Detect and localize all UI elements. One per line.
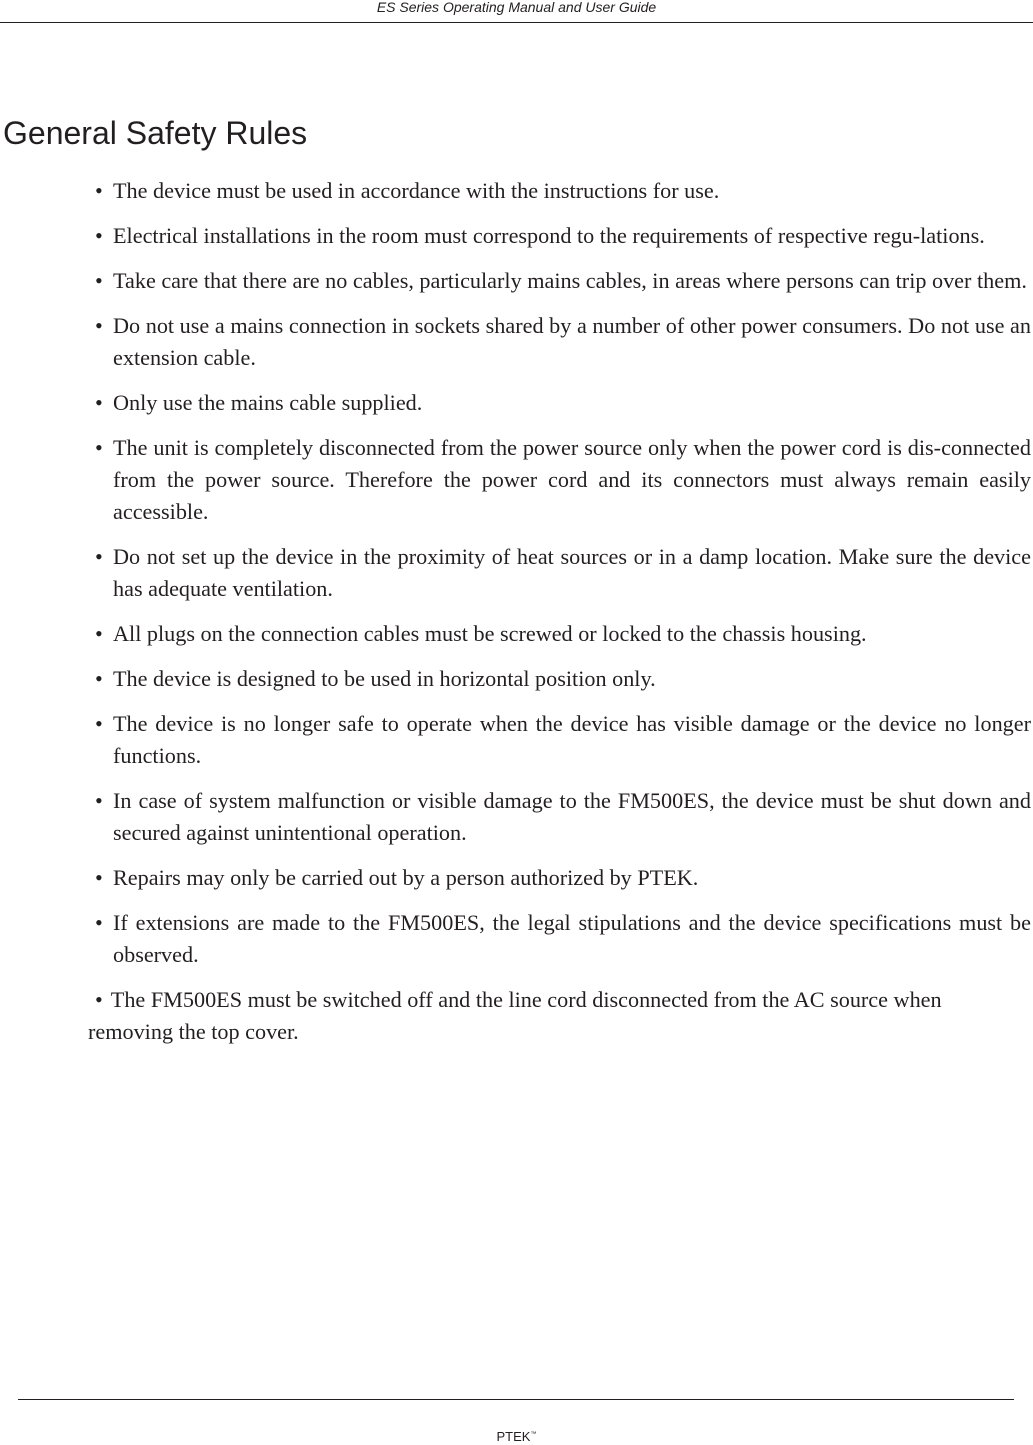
safety-rule-text: Only use the mains cable supplied.: [113, 390, 423, 415]
bullet-icon: •: [95, 711, 103, 736]
bullet-icon: •: [95, 435, 103, 460]
safety-rule-item: [88, 907, 1031, 971]
footer-brand: PTEK: [496, 1429, 531, 1444]
safety-rule-item: [88, 984, 1031, 1048]
safety-rule-item: [88, 310, 1031, 374]
safety-rule-item: [88, 785, 1031, 849]
safety-rule-text: Electrical installations in the room must correspond to the requirements of respective regu-lations.: [113, 223, 985, 248]
bullet-icon: •: [95, 178, 103, 203]
safety-rule-item: [88, 432, 1031, 528]
safety-rule-text: If extensions are made to the FM500ES, the legal stipulations and the device specifications must be observed.: [113, 910, 1031, 967]
safety-rule-item: [88, 175, 1031, 207]
bullet-icon: •: [95, 987, 103, 1012]
bullet-icon: •: [95, 223, 103, 248]
bullet-icon: •: [95, 390, 103, 415]
bullet-icon: •: [95, 865, 103, 890]
safety-rule-item: [88, 220, 1031, 252]
safety-rule-text: Take care that there are no cables, particularly mains cables, in areas where persons can trip over them.: [113, 268, 1027, 293]
safety-rule-text: The device is designed to be used in horizontal position only.: [113, 666, 656, 691]
safety-rule-text: The unit is completely disconnected from the power source only when the power cord is dis-connected from the power source. Therefore the power cord and its connectors must always remain easily accessible.: [113, 435, 1031, 524]
safety-rule-item: [88, 541, 1031, 605]
safety-rule-text: Do not set up the device in the proximity of heat sources or in a damp location. Make sure the device has adequate ventilation.: [113, 544, 1031, 601]
running-footer: [0, 1429, 1033, 1445]
bullet-icon: •: [95, 788, 103, 813]
running-header: ES Series Operating Manual and User Guide: [376, 0, 657, 15]
safety-rule-text: The device must be used in accordance with the instructions for use.: [113, 178, 720, 203]
safety-rule-text: Repairs may only be carried out by a person authorized by PTEK.: [113, 865, 699, 890]
safety-rule-item: [88, 862, 1031, 894]
safety-rule-item: [88, 708, 1031, 772]
safety-rule-text: In case of system malfunction or visible damage to the FM500ES, the device must be shut down and secured against unintentional operation.: [113, 788, 1031, 845]
bullet-icon: •: [95, 621, 103, 646]
trademark-symbol: ™: [530, 1431, 537, 1438]
page-title: General Safety Rules: [3, 115, 308, 151]
safety-rules-list: [88, 175, 1031, 1061]
footer-divider: [18, 1399, 1014, 1400]
safety-rule-item: [88, 387, 1031, 419]
safety-rule-text: Do not use a mains connection in sockets shared by a number of other power consumers. Do not use an extension cable.: [113, 313, 1031, 370]
bullet-icon: •: [95, 544, 103, 569]
safety-rule-text: All plugs on the connection cables must be screwed or locked to the chassis housing.: [113, 621, 867, 646]
safety-rule-item: [88, 663, 1031, 695]
safety-rule-text: The device is no longer safe to operate when the device has visible damage or the device no longer functions.: [113, 711, 1031, 768]
safety-rule-item: [88, 618, 1031, 650]
bullet-icon: •: [95, 313, 103, 338]
header-divider: [0, 22, 1033, 23]
bullet-icon: •: [95, 666, 103, 691]
bullet-icon: •: [95, 910, 103, 935]
bullet-icon: •: [95, 268, 103, 293]
safety-rule-text: The FM500ES must be switched off and the line cord disconnected from the AC source when removing the top cover.: [88, 987, 942, 1044]
safety-rule-item: [88, 265, 1031, 297]
